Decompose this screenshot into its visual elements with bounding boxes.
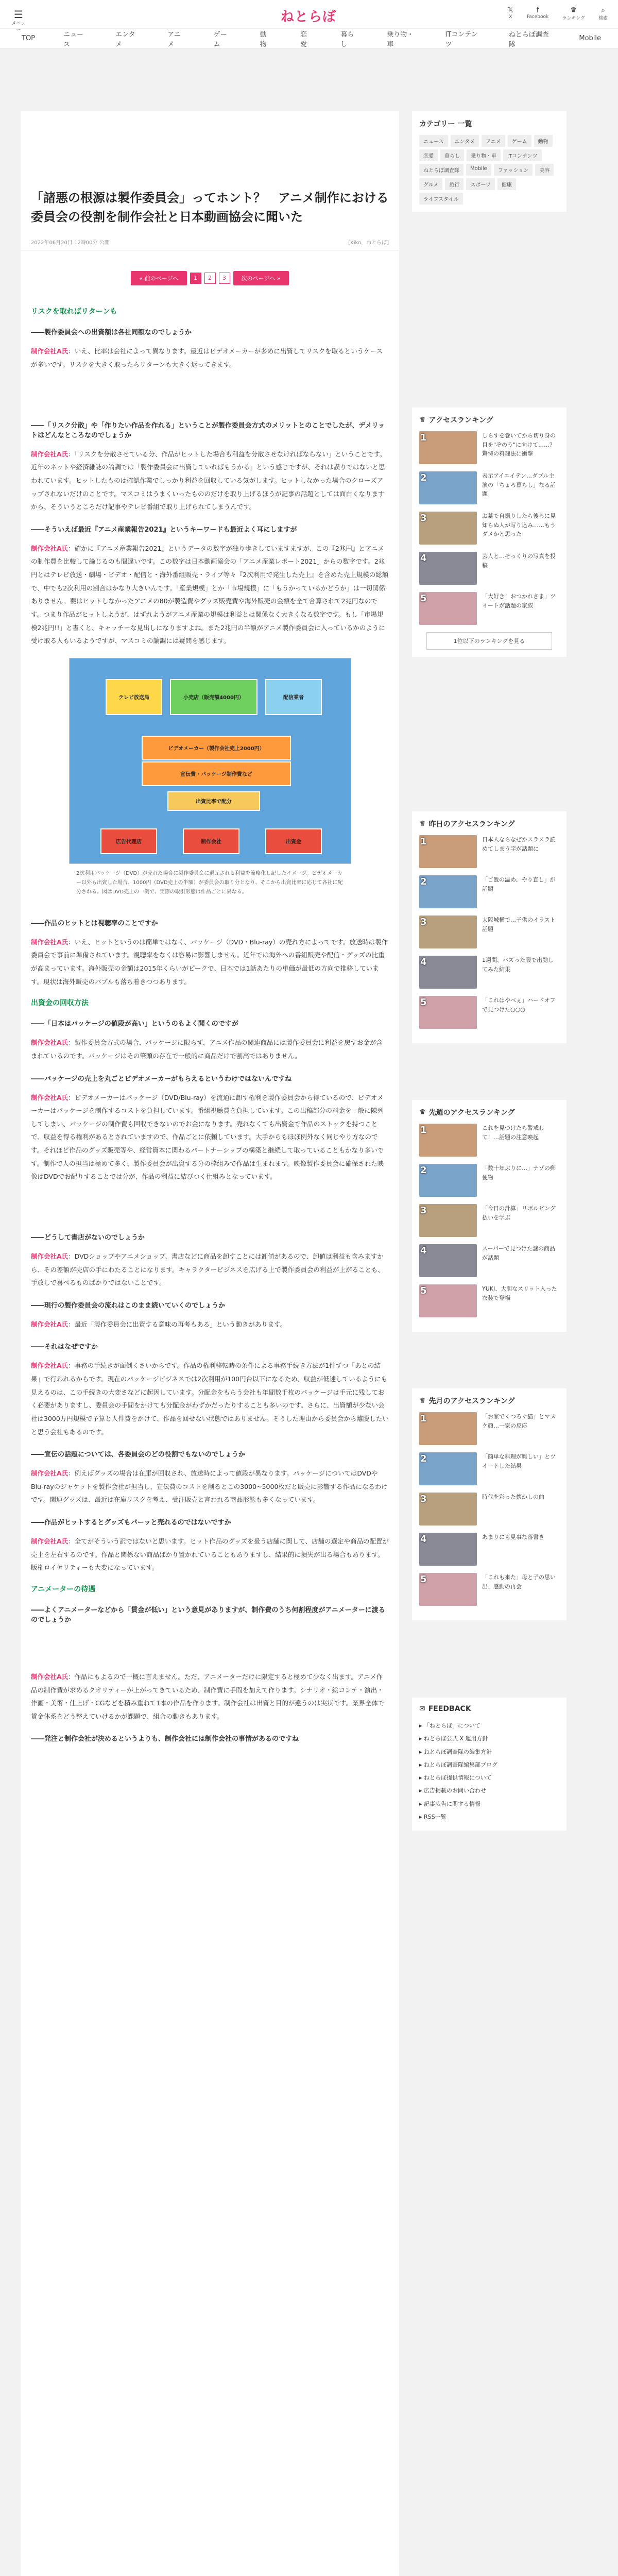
ranking-title: これを見つけたら警戒して！…話題の注意喚起 <box>482 1125 544 1141</box>
ranking-title: 「大好き！おつかれさま」ツイートが話題の家族 <box>482 593 556 609</box>
ranking-thumbnail <box>419 875 477 908</box>
interview-question: ――現行の製作委員会の流れはこのまま続いていくのでしょうか <box>31 1301 226 1310</box>
ranking-title: 時代を彩った懐かしの曲 <box>482 1494 544 1500</box>
x-icon: 𝕏 <box>507 6 513 14</box>
ranking-thumbnail <box>419 916 477 948</box>
ranking-item[interactable] <box>419 1573 559 1606</box>
figure-label: 広告代理店 <box>100 828 157 854</box>
ranking-item[interactable] <box>419 512 559 545</box>
feedback-list <box>419 1719 559 1823</box>
ranking-number: 2 <box>420 472 427 483</box>
feedback-link[interactable]: ▸ ねとらぼ提供情報について <box>419 1774 492 1782</box>
answer-text: ：確かに『アニメ産業報告2021』というデータの数字が独り歩きしていますますが、この『2兆円』とアニメの制作費を比較して論じるのも間違いです。この数字は日本動画協会の「アニメ産業レポート2021」からの数字です。2兆円とはテレビ放送・劇場・ビデオ・配信と・海外番組販売・ライブ等々『2次利用で発生した売上』を含めた売上規模の総額で、中でも2次利用の割合はかなり大きいんです。「産業規模」とか「市場規模」に「もうかっているかどうか」は一切関係ありません。要はヒットしなかったアニメの80が製造費やグッズ販売費や海外販売の金額を全て合算されて2兆円なのです。つまり作品がヒットしようが、はずれようがアニメ産業の規模は利益とは関係なく大きくなる数字です。もし「市場規模2兆円!!」と書くと、キャッチーな見出しになりますよね。また2兆円の半額がアニメ製作委員会に入っているかのように受け取る人もいるようですが、マスコミの論調には疑問を感じます。 <box>31 544 389 645</box>
category-title: カテゴリー 一覧 <box>419 120 472 128</box>
figure-label: 小売店（販売額4000円） <box>170 679 258 715</box>
monthly-ranking-heading: 先月のアクセスランキング <box>428 1397 515 1405</box>
ranking-number: 3 <box>420 1494 427 1504</box>
ranking-title: 大阪城横で…子供のイラスト話題 <box>482 917 556 933</box>
ranking-thumbnail <box>419 835 477 868</box>
ranking-thumbnail <box>419 471 477 504</box>
feedback-heading: FEEDBACK <box>428 1705 471 1713</box>
x-button[interactable] <box>508 6 513 21</box>
speaker-label: 制作会社A氏 <box>31 1362 68 1370</box>
speaker-label: 制作会社A氏 <box>31 1039 68 1047</box>
search-button[interactable] <box>598 6 608 21</box>
interview-question: ――「日本はパッケージの値段が高い」というのもよく聞くのですが <box>31 1020 238 1028</box>
ranking-title: 「今日の計算」リボルビング払いを学ぶ <box>482 1205 556 1221</box>
article-body <box>21 306 399 1743</box>
ranking-number: 5 <box>420 1574 427 1585</box>
ranking-icon: ♛ <box>419 1108 426 1116</box>
feedback-box <box>412 1698 566 1831</box>
ranking-item[interactable] <box>419 1493 559 1526</box>
category-chips <box>419 135 559 205</box>
category-chip[interactable]: ゲーム <box>508 135 531 147</box>
ranking-thumbnail <box>419 1164 477 1197</box>
interview-answer <box>21 1318 399 1331</box>
ranking-number: 4 <box>420 553 427 564</box>
category-chip[interactable]: ニュース <box>419 135 448 147</box>
next-page-button[interactable]: 次のページへ » <box>233 271 289 285</box>
nav-item[interactable]: 乗り物・車 <box>387 30 414 48</box>
speaker-label: 制作会社A氏 <box>31 1469 68 1478</box>
category-chip[interactable]: ライフスタイル <box>419 193 463 205</box>
category-box <box>412 111 566 212</box>
interview-answer <box>21 936 399 989</box>
nav-item[interactable]: TOP <box>22 35 36 42</box>
ranking-thumbnail <box>419 552 477 585</box>
nav-item[interactable]: 動物 <box>260 30 267 48</box>
category-chip[interactable]: エンタメ <box>451 135 479 147</box>
daily-ranking-heading: 昨日のアクセスランキング <box>428 820 515 828</box>
ranking-item[interactable] <box>419 956 559 989</box>
nav-item[interactable]: 暮らし <box>340 30 354 48</box>
ranking-number: 5 <box>420 997 427 1008</box>
speaker-label: 制作会社A氏 <box>31 1320 68 1328</box>
answer-text: ：ビデオメーカーはパッケージ（DVD/Blu-ray）を流通に卸す権利を製作委員会から得ているので、ビデオメーカーはパッケージを制作するコストを負担しています。番組視聴費を負担しています。この出稿部分の料金を一般に陳列してしまい、パッケージの制作費も回収できないのでお金になります。売れなくても出資金で作品のストックを持つことで、収益を得る権利があるとされていますので、作品ごとに依頼しています。大手からもほぼ例外なく同じやり方なのです。それほど作品のグッズ販売等や、経営資本に関わるパートナーシップの構築と継続して取っていることもかなり多いです。制作で人の担当は極めて多く、製作委員会が出資する分の枠組みで作品は生まれます。映像製作委員会に確保された映像はDVDでお配りすることでは分が、作品の利益に結びつく仕組みとなっています。 <box>31 1093 384 1181</box>
menu-button[interactable] <box>11 8 26 33</box>
site-logo[interactable]: ねとらぼ <box>281 9 337 25</box>
ranking-thumbnail <box>419 996 477 1029</box>
speaker-label: 制作会社A氏 <box>31 1252 68 1260</box>
section-heading: 出資金の回収方法 <box>31 999 89 1008</box>
feedback-icon: ✉ <box>419 1705 425 1713</box>
nav-item[interactable]: Mobile <box>579 35 602 42</box>
category-chip[interactable]: グルメ <box>419 178 442 190</box>
ranking-thumbnail <box>419 1452 477 1485</box>
ranking-title: 表示アイエイテン…ダブル主演の「ちょろ暮らし」なる話題 <box>482 472 556 498</box>
ad-slot <box>21 1632 399 1663</box>
category-chip[interactable]: ねとらぼ調査隊 <box>419 164 464 176</box>
ad-slot <box>21 1191 399 1222</box>
answer-text: ：製作委員会方式の場合、パッケージに限らず、アニメ作品の関連商品には製作委員会に利益を戻すお金が含まれているのです。パッケージはその筆頭の存在で一般的に商品だけで割高ではありません。 <box>31 1039 383 1060</box>
interview-answer <box>21 542 399 648</box>
page-number[interactable]: 3 <box>219 273 230 284</box>
section-heading: リスクを取ればリターンも <box>31 308 117 316</box>
interview-answer <box>21 1467 399 1506</box>
ranking-number: 1 <box>420 836 427 847</box>
interview-question: ――パッケージの売上を丸ごとビデオメーカーがもらえるというわけではないんですね <box>31 1075 292 1083</box>
ranking-number: 3 <box>420 917 427 927</box>
ranking-title: YUKI、大胆なスリット入った衣装で登場 <box>482 1285 557 1301</box>
nav-item[interactable]: ニュース <box>63 30 84 48</box>
ranking-thumbnail <box>419 1204 477 1237</box>
feedback-title <box>419 1705 559 1713</box>
ranking-icon: ♛ <box>419 1397 426 1405</box>
ranking-number: 3 <box>420 1205 427 1216</box>
interview-answer <box>21 1250 399 1290</box>
menu-label: メニュー <box>11 21 26 33</box>
interview-answer <box>21 448 399 514</box>
ranking-thumbnail <box>419 1573 477 1606</box>
weekly-ranking-heading: 先週のアクセスランキング <box>428 1109 515 1117</box>
speaker-label: 制作会社A氏 <box>31 1537 68 1545</box>
interview-question: ――そういえば最近『アニメ産業報告2021』というキーワードも最近よく耳にしますが <box>31 526 297 534</box>
byline: [Kiko，ねとらぼ] <box>348 240 389 246</box>
ranking-title: 「簡単な料理が難しい」とツイートした結果 <box>482 1453 556 1469</box>
ranking-title: 「お家でくつろぐ猫」とマヌケ顔…一家の反応 <box>482 1413 556 1429</box>
category-nav <box>0 29 618 48</box>
nav-item[interactable]: ゲーム <box>213 30 227 48</box>
article-column <box>21 111 399 2576</box>
ranking-thumbnail <box>419 592 477 625</box>
ranking-item[interactable] <box>419 1164 559 1197</box>
interview-question: ――「リスク分散」や「作りたい作品を作れる」ということが製作委員会方式のメリットとのことでしたが、デメリットはどんなところなのでしょうか <box>31 421 385 439</box>
ranking-number: 4 <box>420 1245 427 1256</box>
ranking-thumbnail <box>419 1493 477 1526</box>
weekly-ranking <box>412 1100 566 1332</box>
feedback-link[interactable]: ▸ 記事広告に関する情報 <box>419 1800 481 1807</box>
figure-caption: 2次利用パッケージ（DVD）が売れた場合に製作委員会に還元される利益を簡略化し記したイメージ。ビデオメーカー以外も出資した場合、1000円（DVD売上の半額）が委員会の取り分となり、そこから出資比率に応じて各社に配分される。図はDVD売上の一例で、実際の取引形態は作品ごとに異なる。 <box>76 870 343 895</box>
ranking-item[interactable] <box>419 592 559 625</box>
ranking-icon: ♛ <box>419 820 426 828</box>
answer-text: ：いえ、ヒットというのは簡単ではなく、パッケージ（DVD・Blu-ray）の売れ方によってです。放送時は製作委員会で事前に準備されています。視聴率をなくは容易に影響しません。近年では海外への番組販売や配信・グッズの比重が高まっています。海外販売の金額は2015年くらいがピークで、日本では1話あたりの単価が最低の方向で推移しています。現状は海外販売のバブルも落ち着きつつあります。 <box>31 938 388 986</box>
figure-label: 宣伝費・パッケージ制作費など <box>142 761 291 786</box>
ranking-thumbnail <box>419 1244 477 1277</box>
page-number[interactable]: 1 <box>190 273 201 284</box>
category-chip[interactable]: ファッション <box>494 164 533 176</box>
ranking-number: 2 <box>420 1453 427 1464</box>
interview-answer <box>21 345 399 371</box>
feedback-link[interactable]: ▸ RSS一覧 <box>419 1814 447 1821</box>
ranking-item[interactable] <box>419 1412 559 1445</box>
site-header <box>0 0 618 33</box>
ranking-thumbnail <box>419 956 477 989</box>
category-chip[interactable]: Mobile <box>466 164 491 176</box>
speaker-label: 制作会社A氏 <box>31 544 68 552</box>
feedback-link[interactable]: ▸ ねとらぼ公式 X 運用方針 <box>419 1735 488 1742</box>
ranking-label: ランキング <box>562 16 585 21</box>
hamburger-icon: ☰ <box>14 8 23 21</box>
ranking-title: 日本人ならなぜかスラスラ読めてしまう字が話題に <box>482 836 556 852</box>
category-chip[interactable]: 動物 <box>534 135 553 147</box>
interview-question: ――作品がヒットするとグッズもパーッと売れるのではないですか <box>31 1519 231 1527</box>
daily-ranking <box>412 811 566 1043</box>
interview-answer <box>21 1535 399 1574</box>
interview-answer <box>21 1036 399 1062</box>
ranking-title: しらすを巻いてから切り身の目を"ぞのう"に向けて……？驚愕の料理法に衝撃 <box>482 432 556 457</box>
ranking-thumbnail <box>419 512 477 545</box>
ranking-item[interactable] <box>419 875 559 908</box>
ranking-title: 芸人と…そっくりの写真を投稿 <box>482 553 556 569</box>
ranking-number: 3 <box>420 513 427 523</box>
ranking-thumbnail <box>419 1124 477 1157</box>
access-ranking-heading: アクセスランキング <box>428 416 493 425</box>
interview-question: ――作品のヒットとは視聴率のことですか <box>31 919 158 927</box>
section-heading: アニメーターの待遇 <box>31 1585 96 1594</box>
access-ranking-title <box>419 415 559 425</box>
interview-question: ――発注と制作会社が決めるというよりも、制作会社には制作会社の事情があるのですね <box>31 1735 299 1743</box>
ranking-thumbnail <box>419 1412 477 1445</box>
ranking-item[interactable] <box>419 1204 559 1237</box>
search-icon: ⌕ <box>601 6 605 14</box>
category-chip[interactable]: 美容 <box>535 164 554 176</box>
article-figure <box>69 658 351 902</box>
nav-item[interactable]: 恋愛 <box>300 30 307 48</box>
ranking-number: 1 <box>420 432 427 443</box>
ranking-title: スーパーで見つけた謎の商品が話題 <box>482 1245 555 1261</box>
article-pager <box>21 271 399 285</box>
ranking-item[interactable] <box>419 835 559 868</box>
speaker-label: 制作会社A氏 <box>31 938 68 946</box>
interview-question: ――宣伝の話題については、各委員会のどの役割でもないのでしょうか <box>31 1451 245 1459</box>
ranking-item[interactable] <box>419 431 559 464</box>
monthly-ranking-title <box>419 1396 559 1406</box>
page-number[interactable]: 2 <box>204 273 216 284</box>
ranking-more-button[interactable]: 1位以下のランキングを見る <box>426 632 552 650</box>
category-chip[interactable]: 恋愛 <box>419 149 438 161</box>
figure-label: 出資金 <box>265 828 322 854</box>
ranking-title: 1週間、バズった服で出勤してみた結果 <box>482 957 554 973</box>
answer-text: ：「リスクを分散させている分、作品がヒットした場合も利益を分散させなければならない」ということです。近年のネットや経済雑誌の論調では「製作委員会に出資していればもうかる」という感じですが、それは誤りではないと思われています。ヒットしたものは確認作業でしっかり利益を回収している気がします。ヒットしなかった場合のクローズアップされないだけのことです。マスコミはうまくいったもののだけを取り上げるほうが記事の話題としては面白くなりますから、そういうところだけ記事やテレビ番組で取り上げられてしまうんです。 <box>31 450 386 511</box>
article-title: 「諸悪の根源は製作委員会」ってホント？ アニメ制作における委員会の役割を制作会社と日本動画協会に聞いた <box>31 191 389 225</box>
interview-answer <box>21 1359 399 1438</box>
ranking-item[interactable] <box>419 471 559 504</box>
ranking-item[interactable] <box>419 1124 559 1157</box>
speaker-label: 制作会社A氏 <box>31 450 68 458</box>
nav-item[interactable]: ITコンテンツ <box>445 30 478 48</box>
nav-item[interactable]: アニメ <box>167 30 181 48</box>
weekly-ranking-title <box>419 1107 559 1117</box>
interview-question: ――よくアニメーターなどから「賃金が低い」という意見がありますが、制作費のうち何割程度がアニメーターに渡るのでしょうか <box>31 1606 385 1624</box>
ranking-item[interactable] <box>419 1244 559 1277</box>
ranking-thumbnail <box>419 1533 477 1566</box>
speaker-label: 制作会社A氏 <box>31 1093 68 1101</box>
interview-answer <box>21 1091 399 1183</box>
ranking-number: 5 <box>420 593 427 604</box>
ranking-item[interactable] <box>419 996 559 1029</box>
figure-label: ビデオメーカー（製作会社売上2000円） <box>142 736 291 760</box>
ranking-number: 1 <box>420 1125 427 1136</box>
header-icons <box>508 6 608 21</box>
figure-diagram <box>69 658 351 864</box>
category-chip[interactable]: スポーツ <box>466 178 495 190</box>
nav-item[interactable]: ねとらぼ調査隊 <box>508 30 549 48</box>
figure-label: 出資比率で配分 <box>167 791 260 811</box>
ranking-number: 4 <box>420 1534 427 1545</box>
ranking-icon: ♛ <box>570 6 577 14</box>
ranking-title: あまりにも見事な落書き <box>482 1534 544 1540</box>
answer-text: ：作品にもよるので一概に言えません。ただ、アニメーターだけに限定すると極めて少なく出ます。アニメ作品の制作費が求めるクオリティーが上がってきているため、制作費に手間を加えて作ります。シナリオ・絵コンテ・演出・作画・美術・仕上げ・CGなどを積み重ねて1本の作品を作ります。制作会社は出資と目的が違うのは実状です。業界全体で賃金体系をどう整えていけるかが課題で、組合の動きもあります。 <box>31 1672 385 1720</box>
publish-date: 2022年06月20日 12時00分 公開 <box>31 240 110 246</box>
category-chip[interactable]: 旅行 <box>445 178 464 190</box>
monthly-ranking <box>412 1388 566 1620</box>
answer-text: ：例えばグッズの場合は在庫が回収され、放送時によって値段が異なります。パッケージについてはDVDやBlu-rayのジャケットを製作会社が担当し、宣伝費のコストを削るとこの3000~5000枚だと販売に影響する作品になるわけです。関連グッズは、最近は在庫リスクを考え、受注販売と言われる商品形態も多くなっています。 <box>31 1469 388 1504</box>
figure-label: 配信業者 <box>265 679 322 715</box>
access-ranking <box>412 408 566 657</box>
facebook-label: Facebook <box>526 14 549 20</box>
answer-text: ：最近「製作委員会に出資する意味の再考もある」という動きがあります。 <box>68 1320 287 1328</box>
answer-text: ：事務の手続きが面倒くさいからです。作品の権利移転時の条件による事務手続き方法が1件ずつ「あとの結果」で行われるからです。現在のパッケージビジネスでは2次利用が100円台以下になるため、収益が低迷しているようにも見えるのは、この手続きの大変さなどに起因しています。分配金をもらう会社も年間数千枚のパッケージは手元に残しておく必要がありますし、委員会の手間をかけても分配金がわずかだったりすることも多いのです。さらに、出資額が少ない会社は3000万円規模で予算と人件費をかけて、作品を回せない状態ではありません。そうした理由から委員会から離脱したいと思う会社もあるのです。 <box>31 1362 389 1436</box>
interview-question: ――どうして書店がないのでしょうか <box>31 1233 145 1242</box>
category-chip[interactable]: ITコンテンツ <box>503 149 542 161</box>
ranking-number: 2 <box>420 876 427 887</box>
answer-text: ：DVDショップやアニメショップ、書店などに商品を卸すことには卸値があるので、卸値は利益も含みますから、その差額が売店の手にわたることになります。キャラクタービジネスを広げる上で製作委員会の利益が上がることも、手放しで喜べるものばかりではないことです。 <box>31 1252 384 1287</box>
answer-text: ：全てがそういう訳ではないと思います。ヒット作品のグッズを扱う店舗に関して、店舗の選定や商品の配置が売上を左右するのです。作品と関係ない商品ばかり置かれていることもありますし、結果的に損失が出る場合もあります。版権ロイヤリティーも大変になっています。 <box>31 1537 389 1572</box>
speaker-label: 制作会社A氏 <box>31 347 68 355</box>
ranking-number: 4 <box>420 957 427 968</box>
category-chip[interactable]: 乗り物・車 <box>467 149 501 161</box>
ranking-item[interactable] <box>419 1533 559 1566</box>
feedback-link[interactable]: ▸ 「ねとらぼ」について <box>419 1722 480 1729</box>
x-label: X <box>509 14 512 20</box>
figure-label: テレビ放送局 <box>106 679 162 715</box>
answer-text: ：いえ、比率は会社によって異なります。最近はビデオメーカーが多めに出資してリスクを取るというケースが多いです。リスクを大きく取ったらリターンも大きく返ってきます。 <box>31 347 383 368</box>
category-chip[interactable]: 暮らし <box>440 149 464 161</box>
search-label: 検索 <box>598 16 608 21</box>
ad-slot <box>21 379 399 410</box>
ranking-number: 2 <box>420 1165 427 1176</box>
ranking-item[interactable] <box>419 1452 559 1485</box>
ranking-title: 「これも来た」母と子の思い出、感動の再会 <box>482 1574 556 1590</box>
ranking-item[interactable] <box>419 1284 559 1317</box>
ranking-thumbnail <box>419 431 477 464</box>
feedback-link[interactable]: ▸ 広告掲載のお問い合わせ <box>419 1787 487 1794</box>
nav-item[interactable]: エンタメ <box>115 30 135 48</box>
interview-question: ――それはなぜですか <box>31 1343 98 1351</box>
ranking-item[interactable] <box>419 552 559 585</box>
ranking-title: 「これはやべぇ」ハードオフで見つけた○○○ <box>482 997 556 1013</box>
facebook-button[interactable] <box>527 6 548 21</box>
ranking-number: 1 <box>420 1413 427 1424</box>
ranking-number: 5 <box>420 1285 427 1296</box>
ranking-icon: ♛ <box>419 416 426 424</box>
ranking-title: 「ご飯の温め、やり直し」が話題 <box>482 876 556 892</box>
category-chip[interactable]: アニメ <box>482 135 505 147</box>
ranking-title: お墓で自撮りしたら後ろに見知らぬ人が写り込み……もうダメかと思った <box>482 513 556 538</box>
facebook-icon: f <box>536 6 539 14</box>
ranking-title: 「数十年ぶりに…」ナゾの郵便物 <box>482 1165 556 1181</box>
daily-ranking-title <box>419 819 559 829</box>
interview-answer <box>21 1670 399 1723</box>
figure-label: 制作会社 <box>183 828 239 854</box>
sidebar <box>412 111 566 1841</box>
category-chip[interactable]: 健康 <box>497 178 516 190</box>
prev-page-button[interactable]: « 前のページへ <box>131 271 186 285</box>
feedback-link[interactable]: ▸ ねとらぼ調査隊編集部ブログ <box>419 1761 498 1768</box>
feedback-link[interactable]: ▸ ねとらぼ調査隊の編集方針 <box>419 1748 492 1755</box>
ranking-thumbnail <box>419 1284 477 1317</box>
ranking-item[interactable] <box>419 916 559 948</box>
article-meta <box>21 238 399 250</box>
interview-question: ――製作委員会への出資額は各社同額なのでしょうか <box>31 329 192 337</box>
ranking-button[interactable] <box>562 6 585 21</box>
speaker-label: 制作会社A氏 <box>31 1672 68 1681</box>
